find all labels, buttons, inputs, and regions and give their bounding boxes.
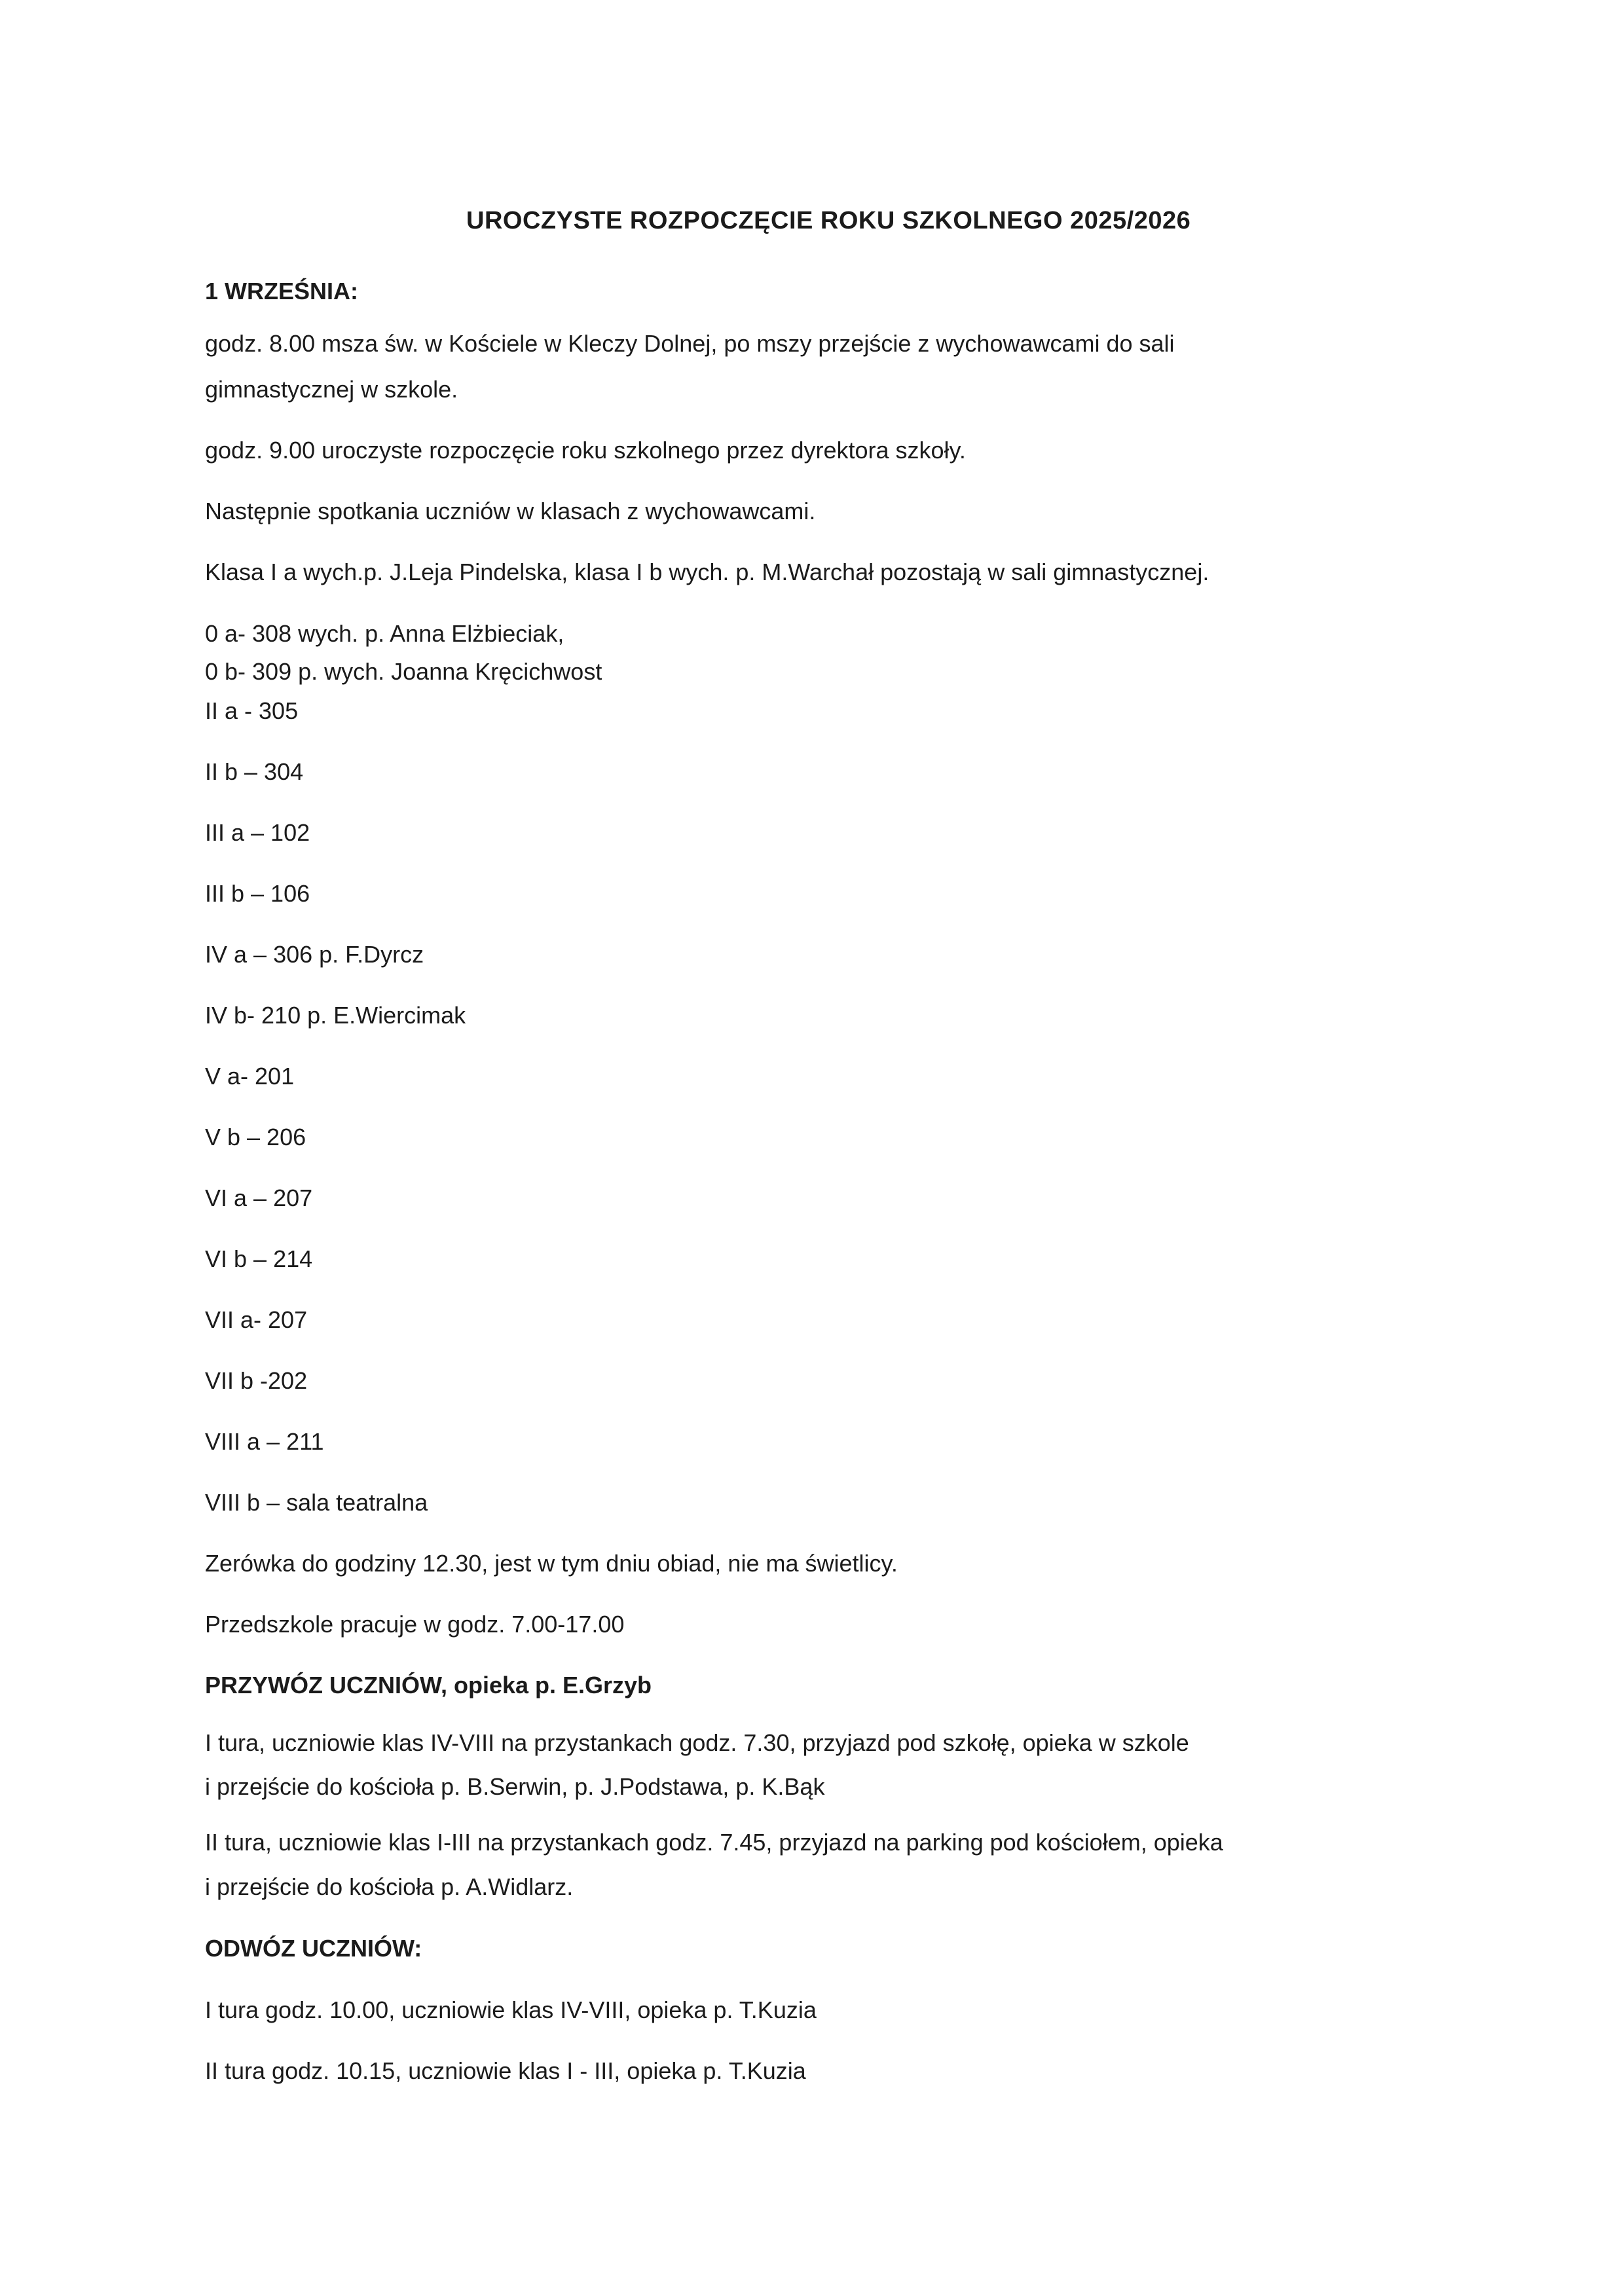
przedszkole-line: Przedszkole pracuje w godz. 7.00-17.00 <box>205 1611 625 1638</box>
mass-line-2: gimnastycznej w szkole. <box>205 376 458 403</box>
ceremony-line: godz. 9.00 uroczyste rozpoczęcie roku szkolnego przez dyrektora szkoły. <box>205 437 966 464</box>
date-heading: 1 WRZEŚNIA: <box>205 278 358 304</box>
room-line: II b – 304 <box>205 758 304 785</box>
room-line: III b – 106 <box>205 880 310 907</box>
room-line: VII b -202 <box>205 1367 308 1394</box>
document-title: UROCZYSTE ROZPOCZĘCIE ROKU SZKOLNEGO 2025/2026 <box>466 207 1191 234</box>
room-line: VI b – 214 <box>205 1245 313 1272</box>
room-line: II a - 305 <box>205 697 299 724</box>
mass-line-1: godz. 8.00 msza św. w Kościele w Kleczy Dolnej, po mszy przejście z wychowawcami do sali <box>205 330 1175 357</box>
room-line: III a – 102 <box>205 819 310 846</box>
return-line-2: II tura godz. 10.15, uczniowie klas I - III, opieka p. T.Kuzia <box>205 2057 806 2084</box>
tura2-line-1: II tura, uczniowie klas I-III na przystankach godz. 7.45, przyjazd na parking pod kościołem, opieka <box>205 1829 1223 1856</box>
class-one-line: Klasa I a wych.p. J.Leja Pindelska, klasa I b wych. p. M.Warchał pozostają w sali gimnastycznej. <box>205 559 1209 585</box>
room-line: 0 b- 309 p. wych. Joanna Kręcichwost <box>205 658 602 685</box>
zerowka-line: Zerówka do godziny 12.30, jest w tym dniu obiad, nie ma świetlicy. <box>205 1550 898 1577</box>
tura1-line-1: I tura, uczniowie klas IV-VIII na przystankach godz. 7.30, przyjazd pod szkołę, opieka w szkole <box>205 1729 1189 1756</box>
room-line: VII a- 207 <box>205 1306 308 1333</box>
room-line: V a- 201 <box>205 1063 295 1090</box>
room-line: VIII a – 211 <box>205 1428 324 1455</box>
room-line: IV a – 306 p. F.Dyrcz <box>205 941 424 968</box>
room-line: IV b- 210 p. E.Wiercimak <box>205 1002 466 1029</box>
room-line: 0 a- 308 wych. p. Anna Elżbieciak, <box>205 620 564 647</box>
room-line: VIII b – sala teatralna <box>205 1489 428 1516</box>
tura2-line-2: i przejście do kościoła p. A.Widlarz. <box>205 1873 574 1900</box>
tura1-line-2: i przejście do kościoła p. B.Serwin, p. J.Podstawa, p. K.Bąk <box>205 1773 825 1800</box>
room-line: V b – 206 <box>205 1124 306 1150</box>
return-heading: ODWÓZ UCZNIÓW: <box>205 1935 422 1962</box>
return-line-1: I tura godz. 10.00, uczniowie klas IV-VIII, opieka p. T.Kuzia <box>205 1996 817 2023</box>
transport-heading: PRZYWÓZ UCZNIÓW, opieka p. E.Grzyb <box>205 1672 652 1698</box>
meetings-line: Następnie spotkania uczniów w klasach z wychowawcami. <box>205 498 816 524</box>
room-line: VI a – 207 <box>205 1184 313 1211</box>
